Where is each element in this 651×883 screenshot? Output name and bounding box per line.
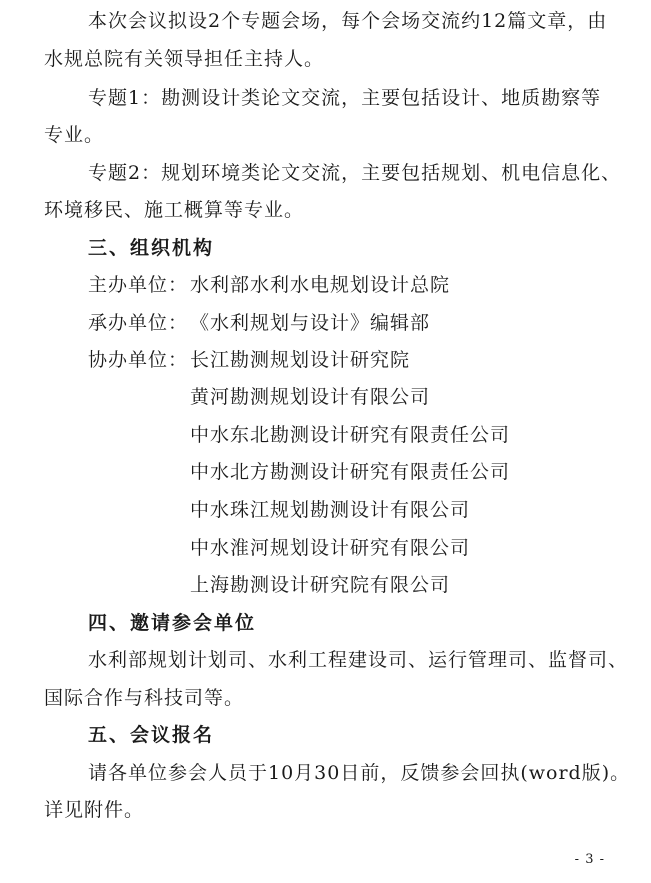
co-organizer-label: 协办单位： [88, 349, 189, 371]
intro-line-1: 本次会议拟设2个专题会场，每个会场交流约12篇文章，由 [88, 10, 608, 32]
co-organizer-unit: 中水珠江规划勘测设计有限公司 [190, 499, 471, 521]
topic1-line-1: 专题1：勘测设计类论文交流，主要包括设计、地质勘察等 [88, 87, 602, 109]
organizer-value: 《水利规划与设计》编辑部 [190, 312, 431, 334]
topic2-line-1: 专题2：规划环境类论文交流，主要包括规划、机电信息化、 [88, 162, 622, 184]
section4-line-2: 国际合作与科技司等。 [44, 687, 245, 709]
organizer-label: 承办单位： [88, 312, 189, 334]
intro-line-2: 水规总院有关领导担任主持人。 [44, 48, 325, 70]
section5-line-1: 请各单位参会人员于10月30日前，反馈参会回执(word版)。 [88, 762, 631, 784]
section5-heading: 五、会议报名 [88, 724, 215, 746]
section4-line-1: 水利部规划计划司、水利工程建设司、运行管理司、监督司、 [88, 649, 629, 671]
co-organizer-unit: 上海勘测设计研究院有限公司 [190, 574, 451, 596]
co-organizer-unit: 长江勘测规划设计研究院 [190, 349, 411, 371]
host-value: 水利部水利水电规划设计总院 [190, 274, 451, 296]
co-organizer-unit: 中水淮河规划设计研究有限公司 [190, 537, 471, 559]
page-number: - 3 - [574, 852, 605, 867]
co-organizer-unit: 中水东北勘测设计研究有限责任公司 [190, 424, 511, 446]
section3-heading: 三、组织机构 [88, 237, 215, 259]
co-organizer-unit: 中水北方勘测设计研究有限责任公司 [190, 461, 511, 483]
section5-line-2: 详见附件。 [44, 799, 145, 821]
topic2-line-2: 环境移民、施工概算等专业。 [44, 199, 305, 221]
host-label: 主办单位： [88, 274, 189, 296]
co-organizer-unit: 黄河勘测规划设计有限公司 [190, 386, 431, 408]
topic1-line-2: 专业。 [44, 124, 105, 146]
section4-heading: 四、邀请参会单位 [88, 612, 257, 634]
